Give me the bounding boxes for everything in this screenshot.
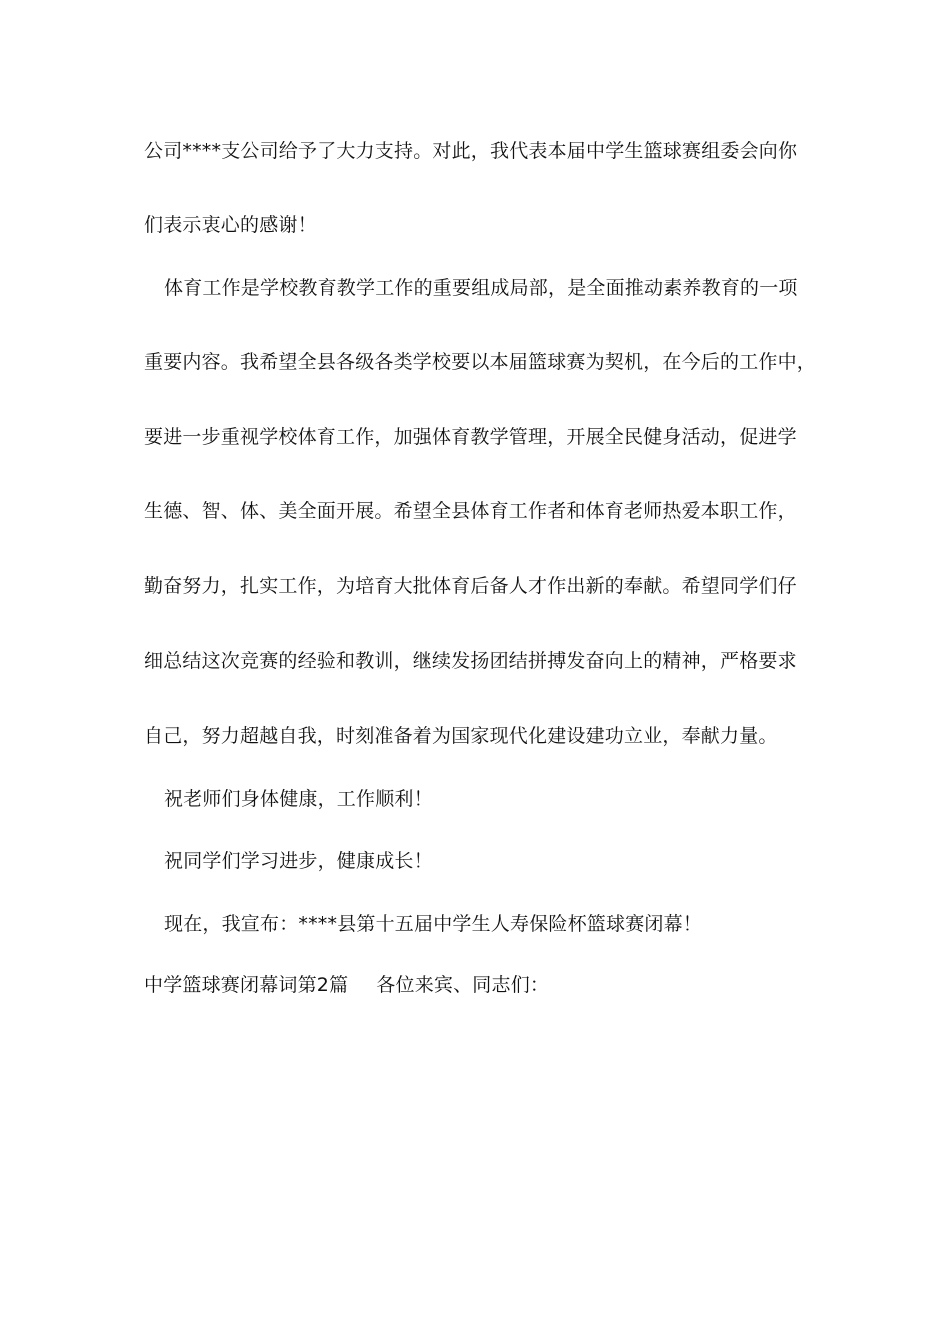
paragraph-line-3: 体育工作是学校教育教学工作的重要组成局部，是全面推动素养教育的一项 xyxy=(164,277,798,299)
wish-line-students: 祝同学们学习进步，健康成长！ xyxy=(164,850,433,872)
paragraph-line-2: 们表示衷心的感谢！ xyxy=(144,214,317,236)
paragraph-line-8: 细总结这次竞赛的经验和教训，继续发扬团结拼搏发奋向上的精神，严格要求 xyxy=(144,650,797,672)
paragraph-line-6: 生德、智、体、美全面开展。希望全县体育工作者和体育老师热爱本职工作， xyxy=(144,500,797,522)
paragraph-line-7: 勤奋努力，扎实工作，为培育大批体育后备人才作出新的奉献。希望同学们仔 xyxy=(144,575,797,597)
closing-declaration: 现在，我宣布：****县第十五届中学生人寿保险杯篮球赛闭幕！ xyxy=(164,913,703,935)
paragraph-line-5: 要进一步重视学校体育工作，加强体育教学管理，开展全民健身活动，促进学 xyxy=(144,426,797,448)
wish-line-teachers: 祝老师们身体健康，工作顺利！ xyxy=(164,788,433,810)
section-heading-line xyxy=(144,973,824,997)
paragraph-line-9: 自己，努力超越自我，时刻准备着为国家现代化建设建功立业，奉献力量。 xyxy=(144,725,778,747)
paragraph-line-1: 公司****支公司给予了大力支持。对此，我代表本届中学生篮球赛组委会向你 xyxy=(144,140,798,162)
greeting: 各位来宾、同志们： xyxy=(376,974,550,996)
section-heading: 中学篮球赛闭幕词第2篇 xyxy=(144,974,349,996)
paragraph-line-4: 重要内容。我希望全县各级各类学校要以本届篮球赛为契机，在今后的工作中， xyxy=(144,351,817,373)
